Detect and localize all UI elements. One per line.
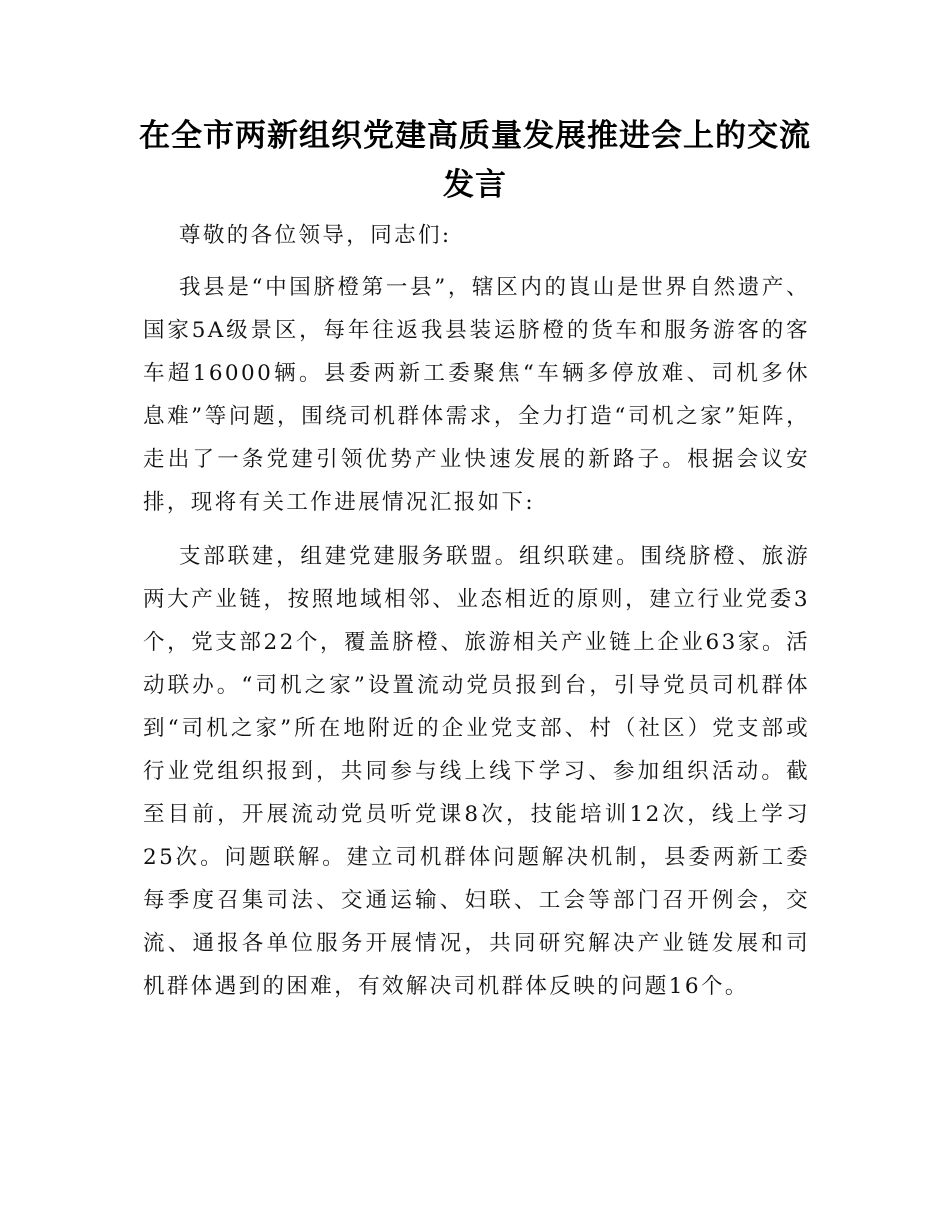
paragraph-branch-joint-building: 支部联建，组建党建服务联盟。组织联建。围绕脐橙、旅游两大产业链，按照地域相邻、业态相近的原则，建立行业党委3个，党支部22个，覆盖脐橙、旅游相关产业链上企业63家。活动联办。“司机之家”设置流动党员报到台，引导党员司机群体到“司机之家”所在地附近的企业党支部、村（社区）党支部或行业党组织报到，共同参与线上线下学习、参加组织活动。截至目前，开展流动党员听党课8次，技能培训12次，线上学习25次。问题联解。建立司机群体问题解决机制，县委两新工委每季度召集司法、交通运输、妇联、工会等部门召开例会，交流、通报各单位服务开展情况，共同研究解决产业链发展和司机群体遇到的困难，有效解决司机群体反映的问题16个。 — [143, 544, 810, 999]
salutation: 尊敬的各位领导，同志们: — [179, 223, 452, 248]
document-title: 在全市两新组织党建高质量发展推进会上的交流发言 — [139, 118, 811, 203]
paragraph-intro: 我县是“中国脐橙第一县”，辖区内的崀山是世界自然遗产、国家5A级景区，每年往返我县装运脐橙的货车和服务游客的客车超16000辆。县委两新工委聚焦“车辆多停放难、司机多休息难”等问题，围绕司机群体需求，全力打造“司机之家”矩阵，走出了一条党建引领优势产业快速发展的新路子。根据会议安排，现将有关工作进展情况汇报如下: — [143, 275, 810, 515]
